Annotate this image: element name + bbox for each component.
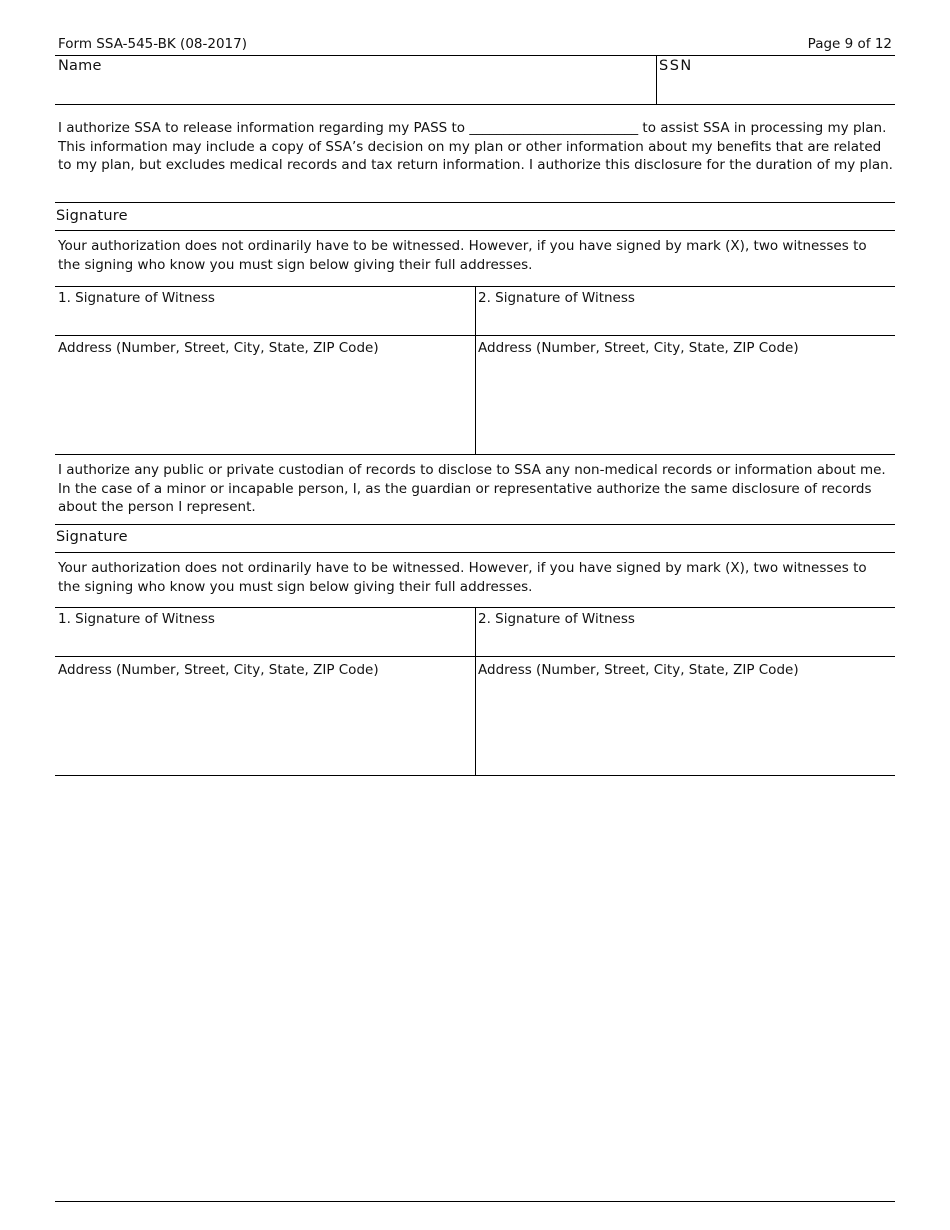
ssn-label: SSN [659,58,693,74]
witness1-bottom-rule [55,454,895,455]
witness2-mid-rule [55,656,895,657]
witness-2-address-field[interactable] [478,360,890,450]
signature1-bottom-rule [55,230,895,231]
witness-1-address-label-2: Address (Number, Street, City, State, ZIP Code) [58,662,379,678]
footer-rule [55,1201,895,1202]
signature-1-label: Signature [56,208,128,224]
witness-1-signature-field-2[interactable] [58,630,470,654]
page-number: Page 9 of 12 [807,36,892,52]
witness-note-1: Your authorization does not ordinarily have to be witnessed. However, if you have signed by mark (X), two witnesses to the signing who know you must sign below giving their full addresses. [58,238,867,273]
witness-1-address-field-2[interactable] [58,682,470,771]
witness-grid-2-divider [475,607,476,775]
identity-rule [55,104,895,105]
witness-2-address-label: Address (Number, Street, City, State, ZIP Code) [478,340,799,356]
signature1-top-rule [55,202,895,203]
witness-2-signature-field[interactable] [478,309,890,333]
header-rule [55,55,895,56]
witness-1-address-field[interactable] [58,360,470,450]
ssn-field[interactable] [659,78,892,102]
witness1-mid-rule [55,335,895,336]
witness-1-signature-field[interactable] [58,309,470,333]
signature2-top-rule [55,524,895,525]
name-ssn-divider [656,55,657,104]
witness-2-address-label-2: Address (Number, Street, City, State, ZIP Code) [478,662,799,678]
signature-2-field[interactable] [140,527,890,549]
form-id: Form SSA-545-BK (08-2017) [58,36,247,52]
witness-1-signature-label-2: 1. Signature of Witness [58,611,215,627]
signature-1-field[interactable] [140,206,890,228]
witness-2-signature-field-2[interactable] [478,630,890,654]
release-authorization-text: I authorize SSA to release information regarding my PASS to _________________________ to assist SSA in processing my plan. This information may include a copy of SSA’s decision on my plan or other information about my benefits that are related to my plan, but excludes medical records and tax return information. I authorize this disclosure for the duration of my plan. [58,120,893,173]
witness-note-2: Your authorization does not ordinarily have to be witnessed. However, if you have signed by mark (X), two witnesses to the signing who know you must sign below giving their full addresses. [58,560,867,595]
signature-2-label: Signature [56,529,128,545]
witness-2-address-field-2[interactable] [478,682,890,771]
witness2-bottom-rule [55,775,895,776]
pass-recipient-blank[interactable]: _________________________ [469,120,639,136]
name-label: Name [58,58,102,74]
witness-1-address-label: Address (Number, Street, City, State, ZIP Code) [58,340,379,356]
witness-2-signature-label: 2. Signature of Witness [478,290,635,306]
name-field[interactable] [58,78,652,102]
custodian-authorization-text: I authorize any public or private custodian of records to disclose to SSA any non-medical records or information about me. In the case of a minor or incapable person, I, as the guardian or representative authorize the same disclosure of records about the person I represent. [58,462,886,515]
witness-1-signature-label: 1. Signature of Witness [58,290,215,306]
witness-2-signature-label-2: 2. Signature of Witness [478,611,635,627]
witness-grid-1-divider [475,286,476,454]
signature2-bottom-rule [55,552,895,553]
